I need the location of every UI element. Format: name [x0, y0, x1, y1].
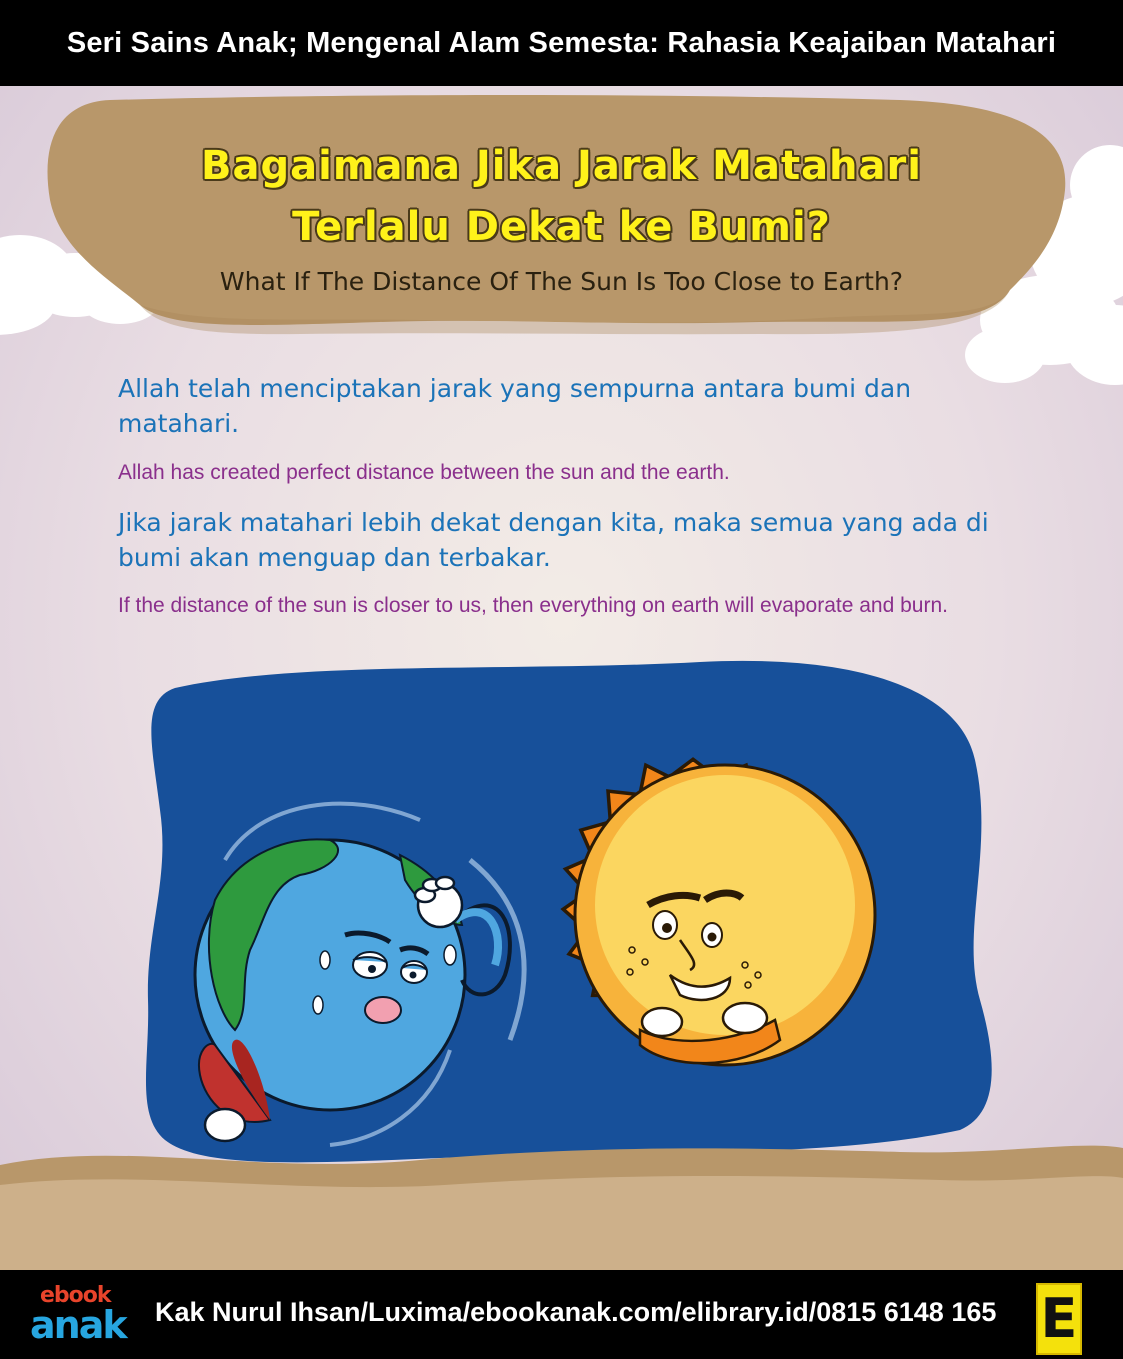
paragraph-1-english: Allah has created perfect distance between the sun and the earth.	[118, 461, 730, 484]
ebookanak-logo	[28, 1283, 148, 1353]
paragraph-2-indonesian: Jika jarak matahari lebih dekat dengan kita, maka semua yang ada di bumi akan menguap dan terbakar.	[118, 508, 989, 572]
page-title-line1: Bagaimana Jika Jarak Matahari	[201, 143, 922, 189]
logo-anak-text: anak	[30, 1303, 126, 1347]
page-subtitle: What If The Distance Of The Sun Is Too Close to Earth?	[219, 267, 904, 296]
logo-ebook-text: ebook	[40, 1283, 111, 1308]
paragraph-2-english: If the distance of the sun is closer to us, then everything on earth will evaporate and burn.	[118, 594, 948, 617]
elibrary-logo	[1036, 1283, 1082, 1355]
paragraph-1-indonesian: Allah telah menciptakan jarak yang sempurna antara bumi dan matahari.	[118, 374, 912, 438]
elibrary-logo-letter: E	[1040, 1287, 1078, 1350]
series-title: Seri Sains Anak; Mengenal Alam Semesta: Rahasia Keajaiban Matahari	[66, 26, 1057, 59]
page-title-line2: Terlalu Dekat ke Bumi?	[292, 204, 831, 250]
footer-credits: Kak Nurul Ihsan/Luxima/ebookanak.com/elibrary.id/0815 6148 165	[155, 1297, 997, 1327]
